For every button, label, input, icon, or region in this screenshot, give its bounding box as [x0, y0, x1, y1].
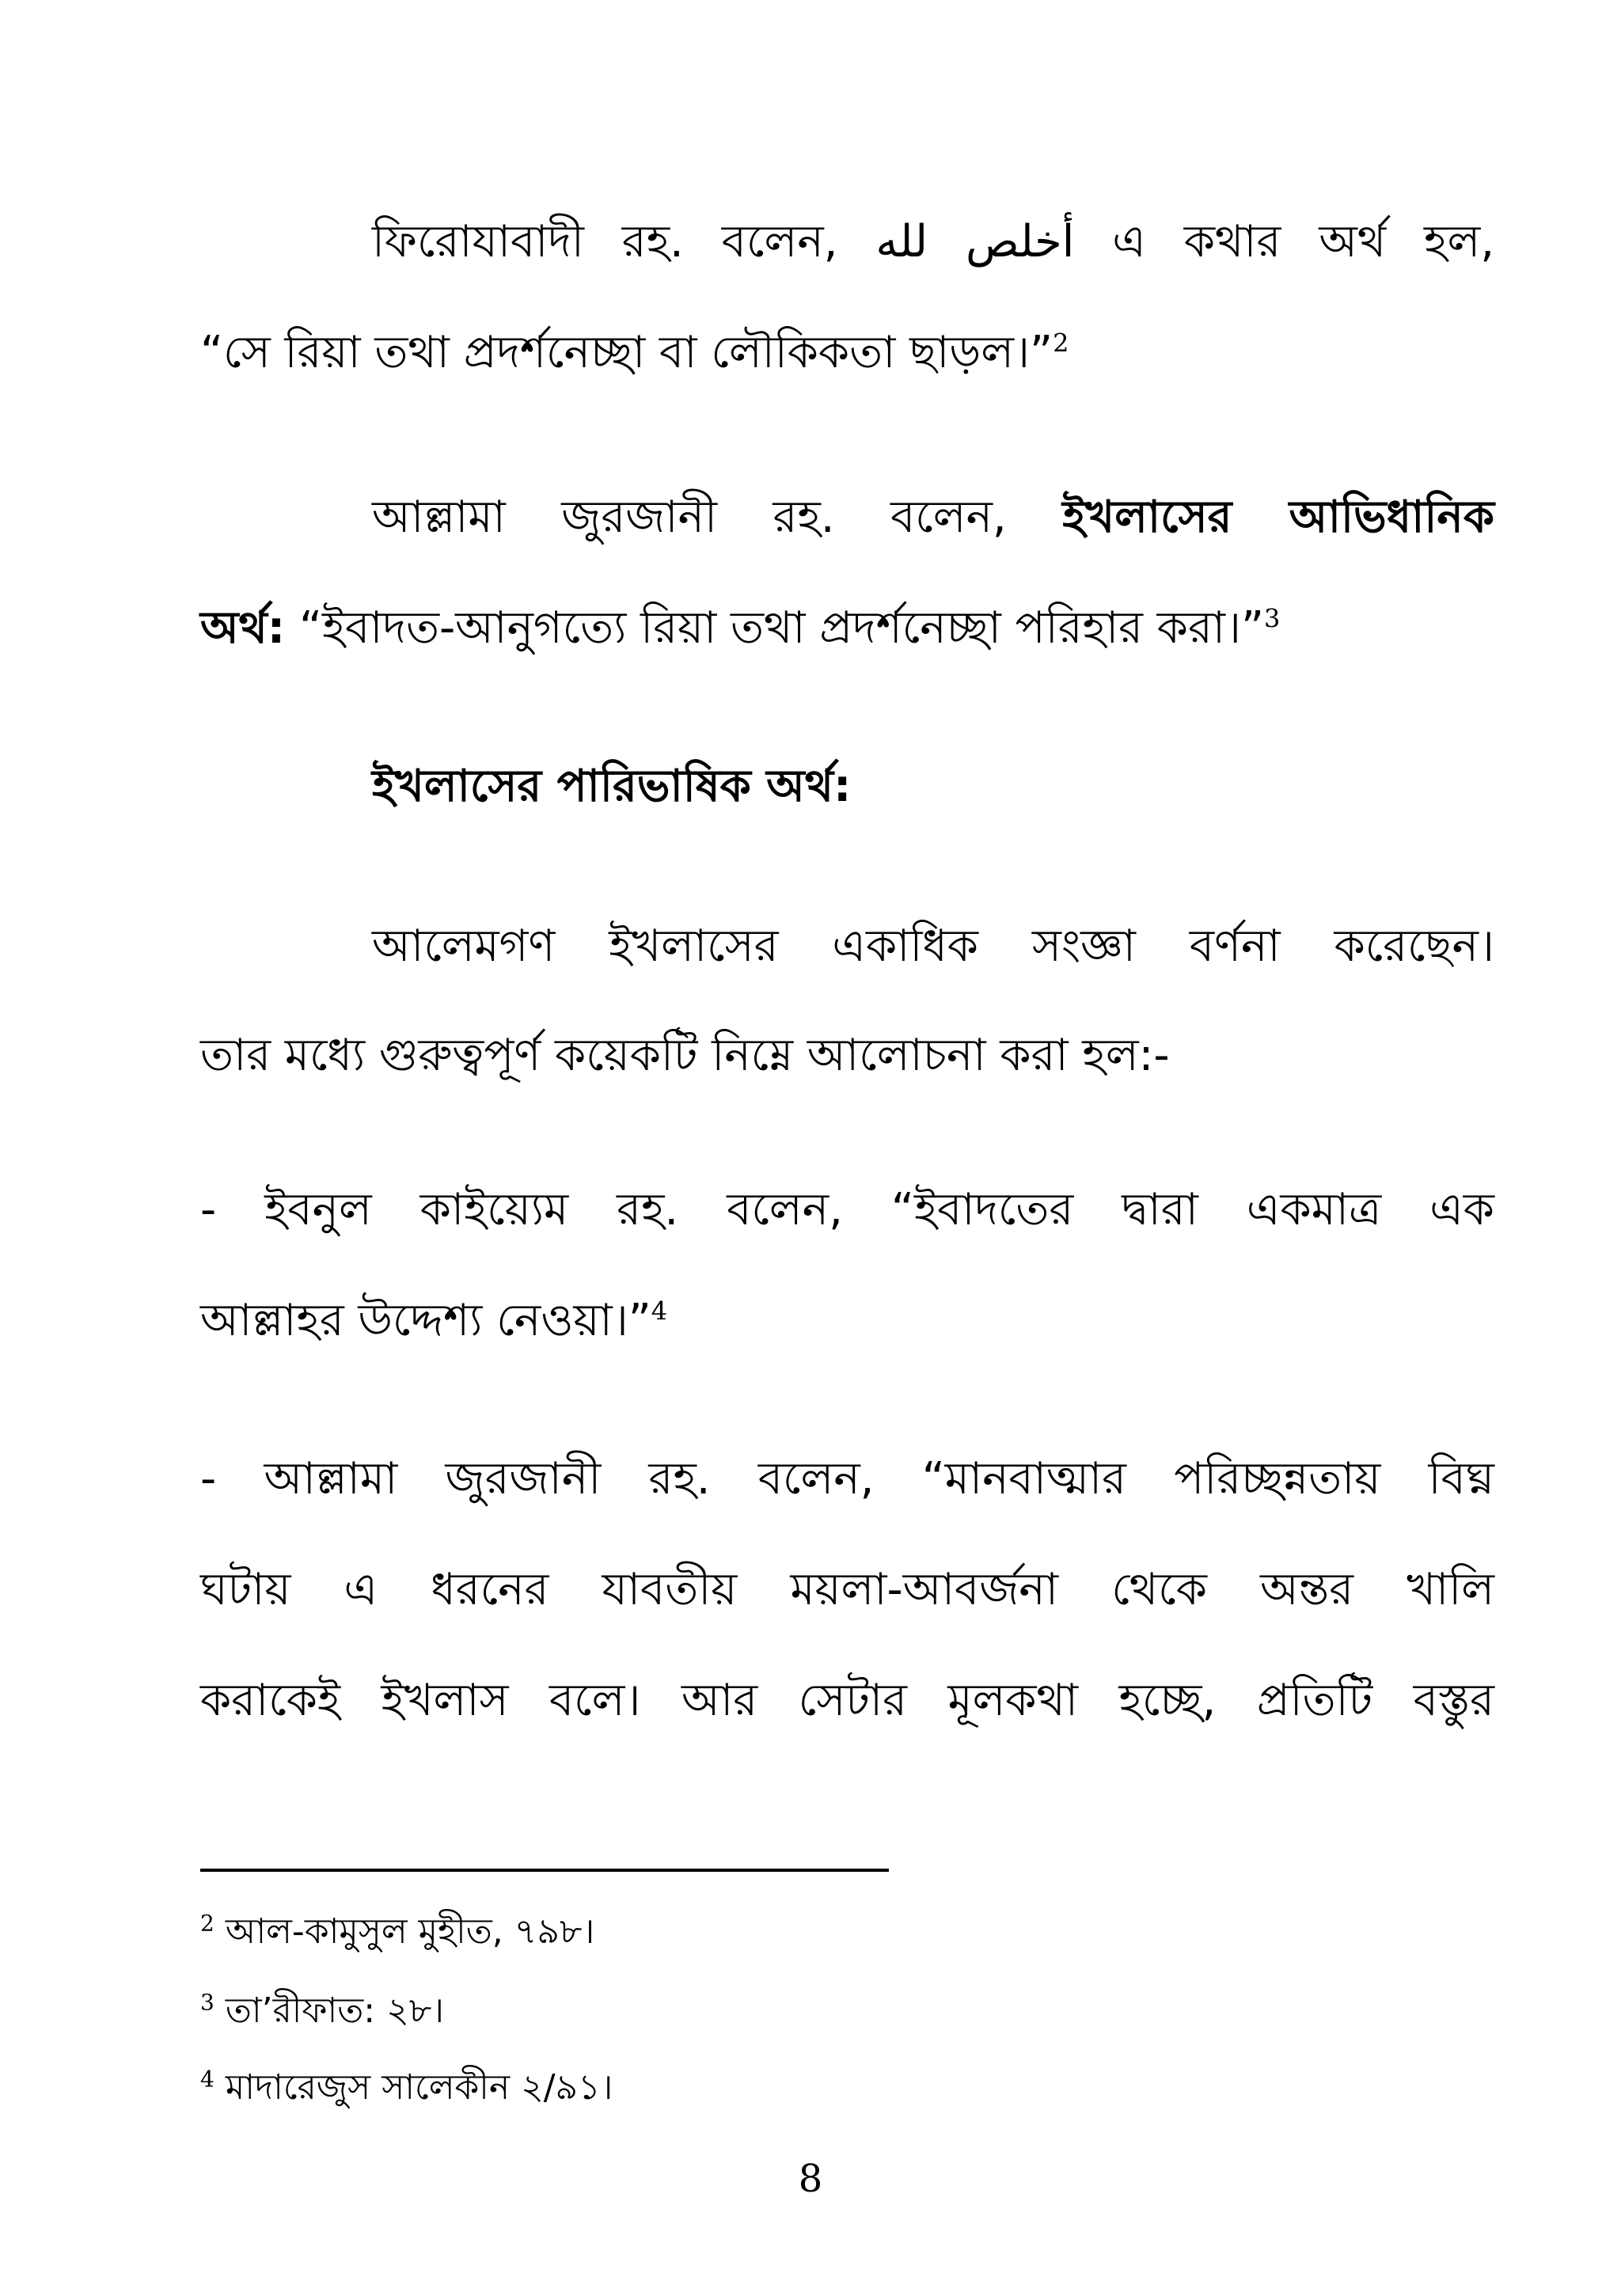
footnote-separator [200, 1869, 889, 1872]
footnote-ref-4: 4 [651, 1296, 668, 1326]
footnote-num: 4 [200, 2066, 214, 2093]
p3-line1: আলেমগণ ইখলাসের একাধিক সংজ্ঞা বর্ণনা করেছেন। [372, 920, 1494, 972]
footnote-text: তা’রীফাত: ২৮। [225, 1990, 445, 2031]
p4-line2-text: আল্লাহর উদ্দেশ্য নেওয়া।” [200, 1295, 651, 1346]
p2-line2-normal: “ইবাদত-আনুগত্যে রিয়া তথা প্রদর্শনেচ্ছা পরিহার করা।” [285, 602, 1265, 654]
footnote-text: আল-কামুসুল মুহীত, ৭৯৮। [225, 1911, 595, 1952]
section-heading: ইখলাসের পারিভাষিক অর্থ: [372, 761, 852, 812]
footnote-text: মাদারেজুস সালেকীন ২/৯১। [225, 2067, 613, 2108]
p1-quote: “সে রিয়া তথা প্রদর্শনেচ্ছা বা লৌকিকতা ছাড়ল।” [200, 327, 1053, 378]
footnote-ref-2: 2 [1053, 328, 1069, 359]
p1-line2 [200, 326, 1494, 379]
footnote-4 [200, 2067, 613, 2109]
p5-line3: করাকেই ইখলাস বলে। আর সেটার মূলকথা হচ্ছে, প্রতিটি বস্তুর [200, 1675, 1494, 1726]
p2-text-normal: আল্লামা জুরজানী রহ. বলেন, [372, 491, 1063, 543]
p1-text-after: এ কথার অর্থ হল, [1074, 216, 1495, 268]
page-number: 8 [798, 2157, 823, 2201]
p2-line2 [200, 602, 1494, 655]
arabic-phrase: أخلص لله [875, 216, 1075, 268]
p2-line2-bold: অর্থ: [200, 602, 286, 654]
footnote-2 [200, 1911, 594, 1953]
p3-line2: তার মধ্যে গুরুত্বপূর্ণ কয়েকটি নিম্নে আলোচনা করা হল:- [200, 1030, 1170, 1081]
footnote-num: 3 [200, 1989, 214, 2016]
p5-line2: ঘটায় এ ধরনের যাবতীয় ময়লা-আবর্জনা থেকে অন্তর খালি [200, 1564, 1494, 1615]
p5-line1: - আল্লামা জুরজানী রহ. বলেন, “মানবাত্মার পরিচ্ছন্নতায় বিঘ্ন [200, 1453, 1494, 1505]
footnote-num: 2 [200, 1910, 214, 1937]
p1-text-before: ফিরোযাবাদী রহ. বলেন, [372, 216, 876, 268]
p1-line1 [372, 215, 1494, 268]
footnote-3 [200, 1990, 444, 2032]
p2-text-bold: ইখলাসের আভিধানিক [1062, 491, 1494, 543]
p2-line1 [372, 491, 1494, 544]
p4-line2 [200, 1294, 1494, 1347]
p4-line1: - ইবনুল কাইয়্যেম রহ. বলেন, “ইবাদতের দ্বারা একমাত্র এক [200, 1184, 1494, 1235]
footnote-ref-3: 3 [1264, 603, 1281, 634]
